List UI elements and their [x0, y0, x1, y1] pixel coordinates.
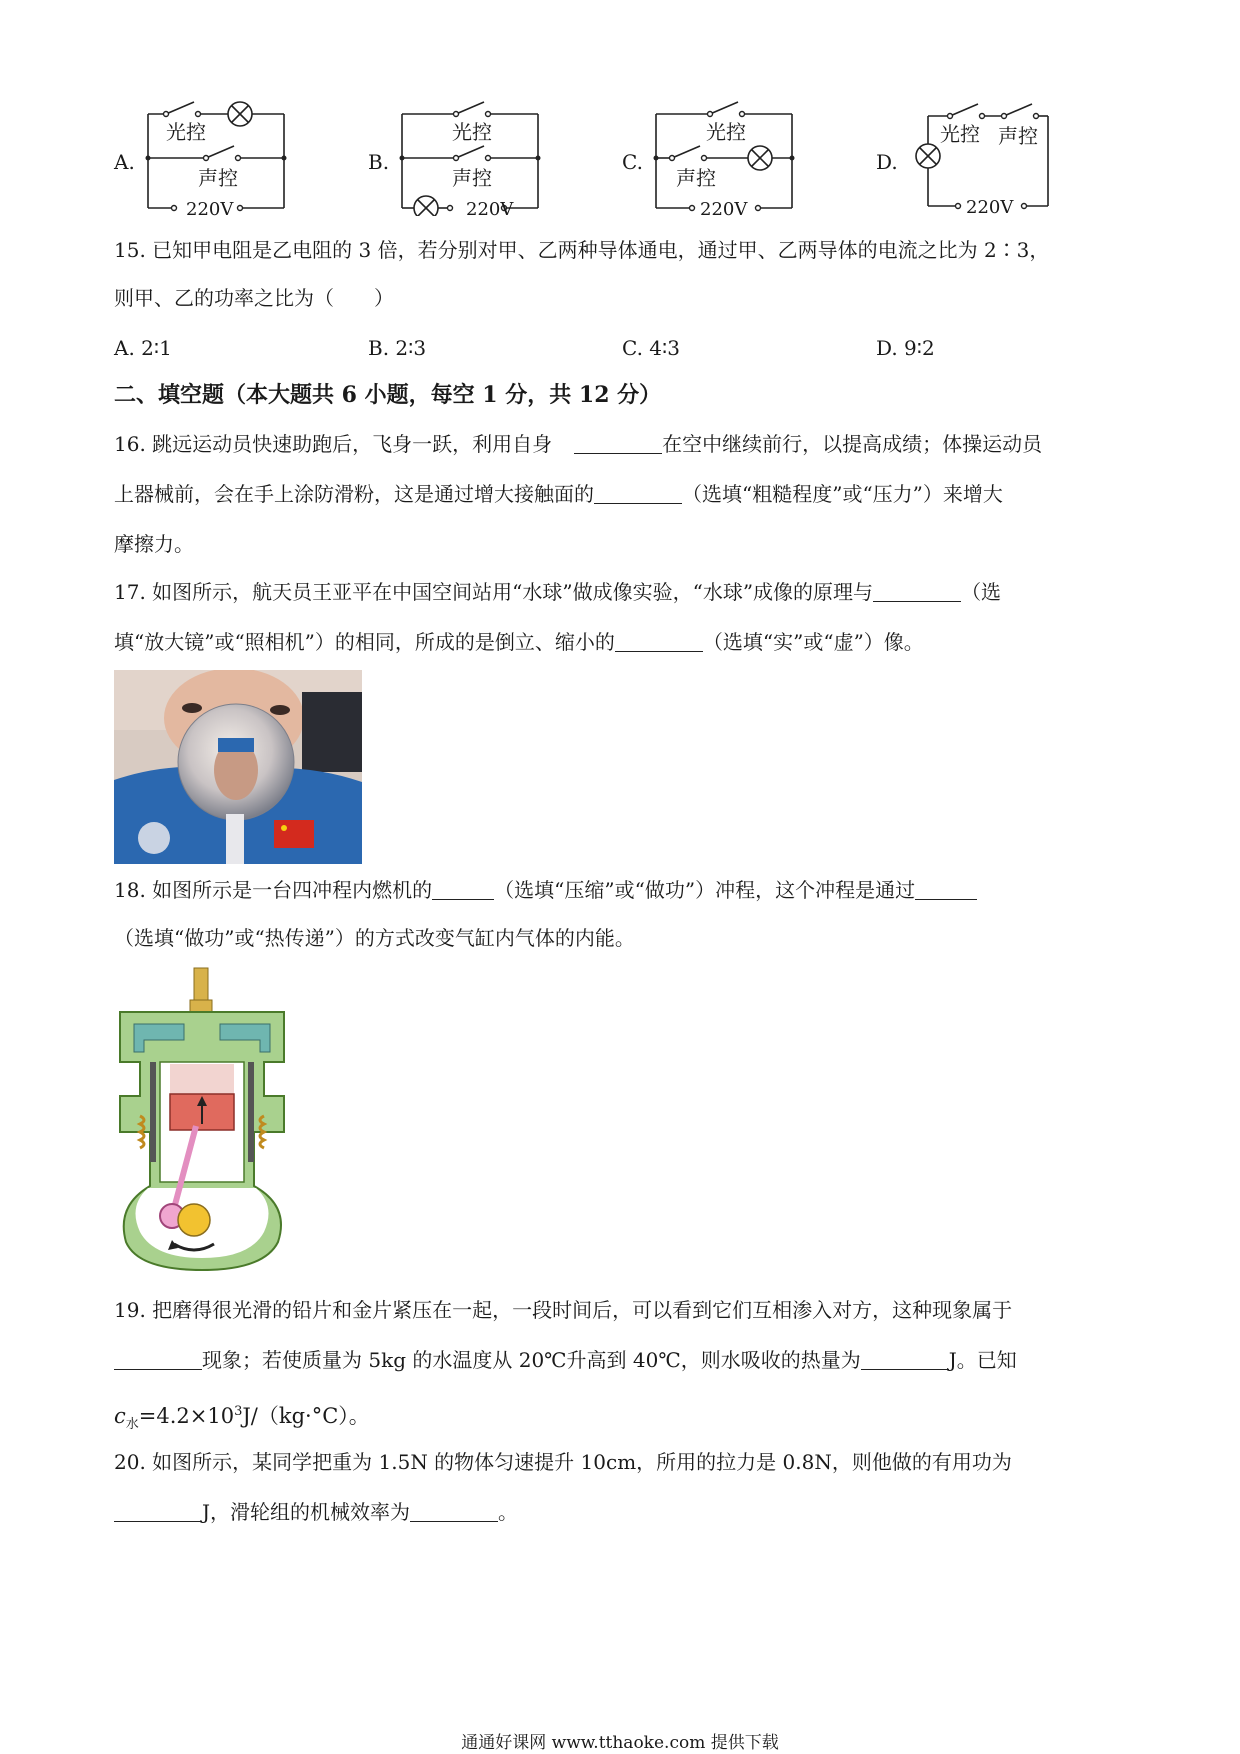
- q15-option-b: B. 2∶3: [368, 336, 427, 360]
- voltage-label-d: 220V: [966, 197, 1014, 218]
- circuit-option-c-letter: C.: [622, 150, 643, 174]
- answer-blank[interactable]: [873, 581, 961, 602]
- voltage-label-a: 220V: [186, 199, 234, 220]
- q20-text-b: J，滑轮组的机械效率为: [202, 1500, 411, 1524]
- q15-option-d: D. 9∶2: [876, 336, 935, 360]
- q16-text-d: （选填“粗糙程度”或“压力”）来增大: [682, 482, 1003, 506]
- light-control-label-a: 光控: [166, 120, 206, 144]
- q16-line-2: [114, 480, 1003, 508]
- q17-text-b: （选: [961, 580, 1002, 604]
- answer-blank[interactable]: [114, 1501, 202, 1522]
- formula-exponent: 3: [234, 1404, 243, 1419]
- q16-text-c: 上器械前，会在手上涂防滑粉，这是通过增大接触面的: [114, 482, 594, 506]
- circuit-option-d-letter: D.: [876, 150, 898, 174]
- q20-text-c: 。: [498, 1500, 519, 1524]
- q15-line-1: 15. 已知甲电阻是乙电阻的 3 倍，若分别对甲、乙两种导体通电，通过甲、乙两导体的电流之比为 2∶3，: [114, 238, 1050, 262]
- voltage-label-b: 220V: [466, 199, 514, 220]
- q18-line-1: [114, 876, 977, 904]
- sound-control-label-b: 声控: [452, 166, 492, 190]
- formula-symbol: c: [114, 1404, 126, 1428]
- lamp-icon: [414, 196, 438, 216]
- q16-text-b: 在空中继续前行，以提高成绩；体操运动员: [662, 432, 1043, 456]
- section-title: 二、填空题（本大题共 6 小题，每空 1 分，共 12 分）: [114, 382, 662, 408]
- q19-line-2: [114, 1346, 1017, 1374]
- q17-text-d: （选填“实”或“虚”）像。: [702, 630, 924, 654]
- q18-text-a: 18. 如图所示是一台四冲程内燃机的: [114, 878, 433, 902]
- q16-line-1: [114, 430, 1042, 458]
- engine-diagram: [114, 966, 290, 1272]
- q17-text-c: 填“放大镜”或“照相机”）的相同，所成的是倒立、缩小的: [114, 630, 615, 654]
- water-ball-photo: [114, 670, 362, 864]
- answer-blank[interactable]: [574, 433, 662, 454]
- q17-line-1: [114, 578, 1001, 606]
- answer-blank[interactable]: [594, 483, 682, 504]
- formula-unit: J/（kg·°C）。: [242, 1404, 370, 1428]
- circuit-option-b-letter: B.: [368, 150, 390, 174]
- formula-subscript: 水: [125, 1417, 139, 1433]
- sound-control-label-c: 声控: [676, 166, 716, 190]
- q19-text-b: 现象；若使质量为 5kg 的水温度从 20℃升高到 40℃，则水吸收的热量为: [202, 1348, 861, 1372]
- specific-heat-formula: [114, 1398, 370, 1439]
- q18-text-b: （选填“压缩”或“做功”）冲程，这个冲程是通过: [494, 878, 916, 902]
- lamp-icon: [228, 102, 252, 126]
- q16-line-3: 摩擦力。: [114, 532, 194, 556]
- answer-blank[interactable]: [432, 879, 494, 900]
- lamp-icon: [748, 146, 772, 170]
- q17-text-a: 17. 如图所示，航天员王亚平在中国空间站用“水球”做成像实验，“水球”成像的原理与: [114, 580, 874, 604]
- q15-option-a: A. 2∶1: [114, 336, 172, 360]
- q20-line-2: [114, 1498, 518, 1526]
- formula-value: =4.2×10: [138, 1404, 235, 1428]
- answer-blank[interactable]: [410, 1501, 498, 1522]
- q19-line-1: 19. 把磨得很光滑的铅片和金片紧压在一起，一段时间后，可以看到它们互相渗入对方，这种现象属于: [114, 1298, 1013, 1322]
- voltage-label-c: 220V: [700, 199, 748, 220]
- q17-line-2: [114, 628, 924, 656]
- sound-control-label-d: 声控: [998, 124, 1038, 148]
- answer-blank[interactable]: [114, 1349, 202, 1370]
- page-footer: 通通好课网 www.tthaoke.com 提供下载: [461, 1733, 779, 1753]
- answer-blank[interactable]: [861, 1349, 949, 1370]
- answer-blank[interactable]: [615, 631, 703, 652]
- sound-control-label-a: 声控: [198, 166, 238, 190]
- q15-option-c: C. 4∶3: [622, 336, 680, 360]
- lamp-icon: [916, 144, 940, 168]
- q19-text-c: J。已知: [948, 1348, 1017, 1372]
- answer-blank[interactable]: [915, 879, 977, 900]
- light-control-label-d: 光控: [940, 122, 980, 146]
- q16-text-a: 16. 跳远运动员快速助跑后，飞身一跃，利用自身: [114, 432, 553, 456]
- q15-line-2: 则甲、乙的功率之比为（ ）: [114, 286, 394, 310]
- q18-line-2: （选填“做功”或“热传递”）的方式改变气缸内气体的内能。: [114, 926, 635, 950]
- circuit-option-a-letter: A.: [114, 150, 135, 174]
- light-control-label-b: 光控: [452, 120, 492, 144]
- q20-line-1: 20. 如图所示，某同学把重为 1.5N 的物体匀速提升 10cm，所用的拉力是 0.8N，则他做的有用功为: [114, 1450, 1012, 1474]
- light-control-label-c: 光控: [706, 120, 746, 144]
